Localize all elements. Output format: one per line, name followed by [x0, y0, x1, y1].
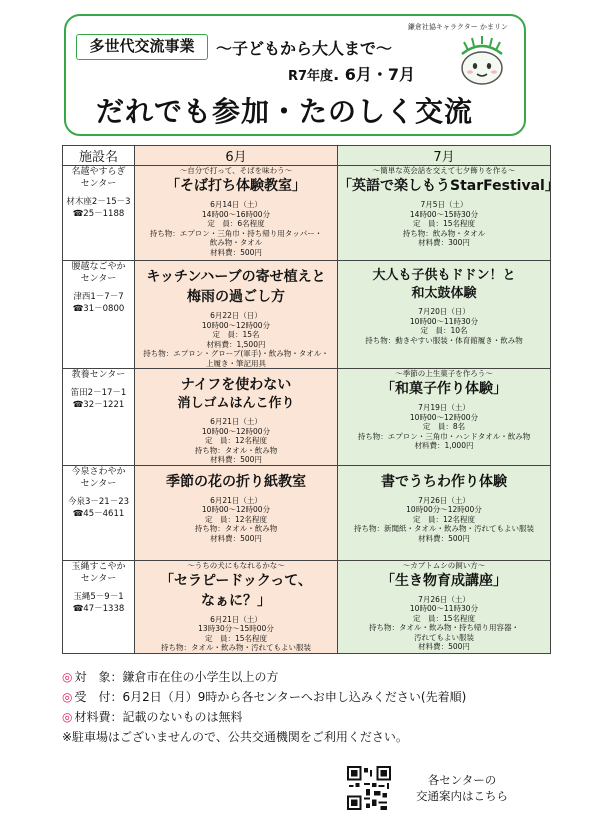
table-row [63, 560, 551, 653]
table-row [63, 166, 551, 261]
event-title: 梅雨の過ごし方 [187, 289, 285, 305]
event-items: 持ち物：タオル・飲み物・持ち帰り用容器・ [369, 623, 519, 632]
event-capacity: 定 員：15名程度 [204, 633, 268, 643]
event-items: 持ち物：飲み物・タオル [402, 228, 486, 238]
event-items: 汚れてもよい服装 [414, 632, 474, 642]
july-event [338, 261, 551, 369]
event-items: 持ち物：タオル・飲み物 [194, 524, 278, 533]
event-fee: 材料費：1,500円 [206, 339, 266, 349]
june-event [135, 560, 338, 653]
event-title: 消しゴムはんこ作り [177, 396, 295, 411]
event-title: 書でうちわ作り体験 [381, 473, 507, 490]
event-note: ～季節の上生菓子を作ろう～ [395, 369, 493, 378]
facility-address: 津西1－7－7 [73, 292, 124, 302]
facility-tel: ☎25－1188 [72, 209, 125, 219]
june-event [135, 465, 338, 560]
event-capacity: 定 員：12名程度 [204, 514, 268, 524]
june-event [135, 369, 338, 466]
event-title: 「そば打ち体験教室」 [166, 178, 306, 194]
qr-caption-line: 各センターの [427, 773, 497, 787]
info-reception [62, 688, 466, 705]
facility-name: センター [80, 573, 117, 584]
event-time: 13時30分～15時00分 [198, 624, 274, 633]
table-header-row [63, 146, 551, 166]
table-row [63, 261, 551, 369]
header-facility: 施設名 [63, 146, 135, 166]
event-date: 6月21日（土） [210, 417, 262, 426]
event-title: 「生き物育成講座」 [381, 572, 507, 589]
bullet-icon: ◎ [62, 690, 73, 704]
event-capacity: 定 員：15名程度 [412, 613, 476, 623]
event-time: 10時00～12時00分 [201, 426, 271, 436]
event-items: 持ち物：動きやすい服装・体育館履き・飲み物 [365, 335, 523, 345]
facility-tel: ☎47－1338 [72, 603, 125, 614]
event-capacity: 定 員：12名程度 [412, 514, 476, 524]
event-items: 持ち物：エプロン・三角巾・持ち帰り用タッパー・ [149, 228, 323, 238]
event-fee: 材料費：500円 [210, 533, 262, 543]
event-capacity: 定 員：15名 [212, 330, 260, 339]
event-capacity: 定 員：12名程度 [204, 436, 268, 445]
event-date: 7月26日（土） [418, 495, 470, 505]
facility-tel: ☎45－4611 [72, 508, 125, 519]
july-event [338, 369, 551, 466]
event-time: 10時00～12時00分 [201, 505, 271, 514]
event-date: 7月5日（土） [420, 200, 468, 209]
facility-name: 教養センター [71, 370, 126, 380]
event-note: ～簡単な英会話を交えて七夕飾りを作る～ [372, 166, 516, 175]
event-date: 6月14日（土） [210, 200, 262, 209]
event-capacity: 定 員：15名程度 [412, 219, 476, 228]
facility-cell [63, 560, 135, 653]
facility-address: 今泉3－21－23 [67, 496, 130, 507]
qr-code-icon[interactable] [347, 766, 391, 810]
facility-cell [63, 369, 135, 466]
event-items: 飲み物・タオル [209, 238, 263, 247]
event-date: 7月20日（日） [418, 307, 470, 316]
event-title: 和太鼓体験 [411, 286, 477, 301]
july-event [338, 166, 559, 261]
event-time: 14時00～15時30分 [409, 209, 479, 219]
facility-tel: ☎31－0800 [72, 304, 125, 314]
event-fee: 材料費：300円 [418, 238, 470, 247]
reception-text: 受 付：6月2日（月）9時から各センターへお申し込みください(先着順) [74, 690, 467, 704]
period [288, 62, 415, 85]
facility-cell [63, 261, 135, 369]
event-time: 10時00～12時00分 [201, 320, 271, 330]
facility-name: センター [80, 274, 117, 284]
facility-name: 玉縄すこやか [71, 561, 126, 572]
event-title: 「和菓子作り体験」 [381, 381, 507, 397]
event-title: なぁに？」 [201, 592, 271, 609]
event-title: ナイフを使わない [180, 377, 292, 393]
event-title: 「セラピードックって、 [159, 572, 313, 589]
july-event [338, 560, 551, 653]
event-date: 6月22日（日） [210, 311, 262, 320]
event-fee: 材料費：500円 [210, 455, 262, 464]
event-capacity: 定 員：8名 [422, 422, 466, 431]
event-items: 持ち物：タオル・飲み物・汚れてもよい服装 [161, 643, 311, 652]
event-items: 持ち物：エプロン・グローブ(軍手)・飲み物・タオル・ [143, 349, 329, 358]
facility-address: 材木座2－15－3 [66, 197, 131, 207]
material-fee-text: 材料費：記載のないものは無料 [74, 710, 243, 724]
event-items: 持ち物：タオル・飲み物 [194, 445, 278, 455]
table-row [63, 465, 551, 560]
event-items: 上履き・筆記用具 [206, 358, 266, 368]
months: . 6月・7月 [333, 65, 415, 84]
event-time: 10時00～12時00分 [409, 412, 479, 422]
header-july: 7月 [338, 146, 551, 166]
event-fee: 材料費：1,000円 [414, 441, 474, 450]
table-row [63, 369, 551, 466]
project-label: 多世代交流事業 [76, 34, 208, 60]
facility-name: 腰越なごやか [71, 262, 126, 272]
event-note: ～カブトムシの飼い方～ [402, 560, 486, 570]
facility-name: 今泉さわやか [71, 466, 126, 477]
parking-text: ※駐車場はございませんので、公共交通機関をご利用ください。 [62, 730, 408, 744]
event-date: 7月19日（土） [418, 403, 470, 412]
info-target [62, 668, 279, 685]
event-title: 大人も子供もドドン！と [372, 268, 516, 283]
facility-tel: ☎32－1221 [72, 400, 125, 410]
event-items: 持ち物：エプロン・三角巾・ハンドタオル・飲み物 [357, 431, 531, 441]
event-date: 6月21日（土） [210, 495, 262, 505]
event-time: 10時00～11時30分 [409, 316, 479, 326]
fiscal-year: R7年度 [288, 69, 334, 84]
facility-cell [63, 166, 135, 261]
event-fee: 材料費：500円 [418, 533, 470, 543]
july-event [338, 465, 551, 560]
event-note: ～うちの犬にもなれるかな～ [187, 560, 285, 570]
facility-name: 名越やすらぎ [71, 167, 126, 177]
event-date: 7月26日（土） [418, 594, 470, 604]
event-items: 持ち物：新聞紙・タオル・飲み物・汚れてもよい服装 [354, 524, 534, 533]
event-fee: 材料費：500円 [210, 247, 262, 257]
bullet-icon: ◎ [62, 670, 73, 684]
info-material-fee [62, 708, 243, 725]
target-text: 対 象：鎌倉市在住の小学生以上の方 [74, 670, 279, 684]
event-capacity: 定 員：6名程度 [207, 219, 265, 228]
schedule-table [62, 145, 559, 654]
header-june: 6月 [135, 146, 338, 166]
bullet-icon: ◎ [62, 710, 73, 724]
event-title: キッチンハーブの寄せ植えと [146, 269, 326, 285]
june-event [135, 261, 338, 369]
facility-address: 玉縄5－9－1 [73, 591, 124, 602]
mascot-icon [454, 34, 510, 90]
event-fee: 材料費：500円 [418, 642, 470, 651]
june-event [135, 166, 338, 261]
facility-name: センター [80, 179, 117, 189]
facility-name: センター [80, 478, 117, 489]
event-capacity: 定 員：10名 [420, 326, 468, 335]
facility-cell [63, 465, 135, 560]
event-title: 「英語で楽しもうStarFestival」 [338, 178, 559, 194]
header-panel [64, 14, 526, 136]
subtitle: ～子どもから大人まで～ [216, 39, 393, 58]
info-parking [62, 728, 408, 745]
event-title: 季節の花の折り紙教室 [166, 473, 306, 490]
mascot-caption: 鎌倉社協キャラクター かまリン [407, 23, 508, 31]
qr-caption [416, 772, 508, 804]
event-time: 14時00～16時00分 [201, 209, 271, 219]
event-time: 10時00分～12時00分 [406, 505, 482, 514]
main-title: だれでも参加・たのしく交流 [96, 95, 474, 128]
event-date: 6月21日（土） [210, 614, 262, 624]
event-time: 10時00～11時30分 [409, 604, 479, 613]
qr-caption-line: 交通案内はこちら [416, 789, 508, 803]
facility-address: 笛田2－17－1 [70, 388, 127, 398]
event-note: ～自分で打って、そばを味わう～ [179, 166, 293, 175]
